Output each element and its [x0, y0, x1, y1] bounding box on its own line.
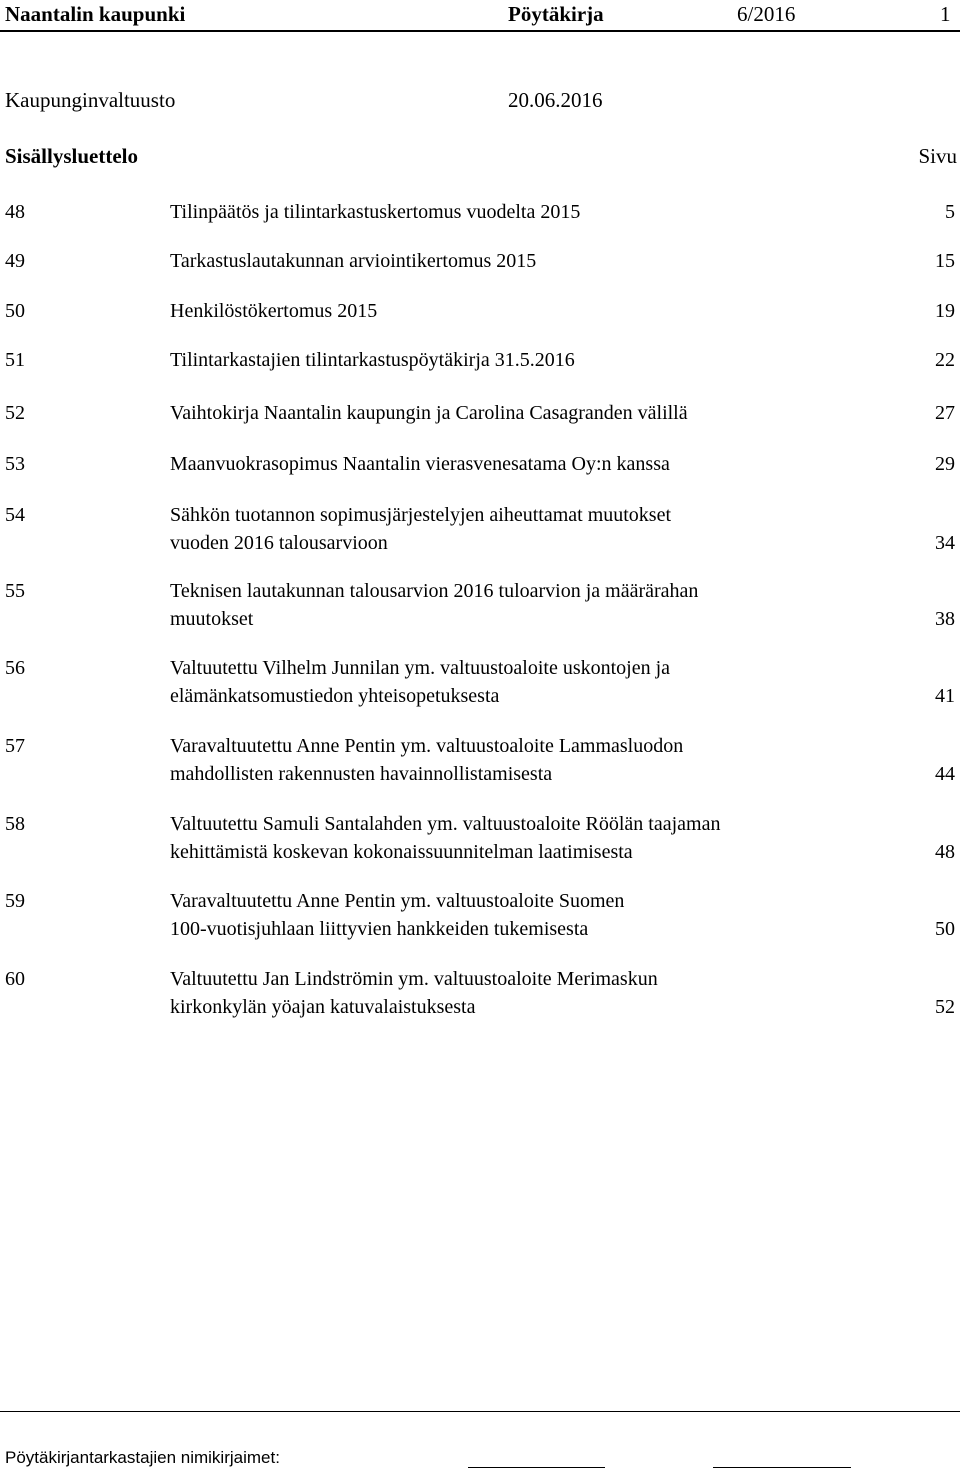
- meeting-date: 20.06.2016: [508, 88, 603, 112]
- toc-item-page: 44: [935, 763, 955, 785]
- toc-item-title: [170, 577, 870, 633]
- toc-item-title-line: Tilinpäätös ja tilintarkastuskertomus vuodelta 2015: [170, 201, 581, 223]
- toc-item-page: 41: [935, 685, 955, 707]
- signature-line: [468, 1467, 605, 1468]
- toc-item-title-line: mahdollisten rakennusten havainnollistamisesta: [170, 763, 553, 785]
- toc-item-page: 34: [935, 532, 955, 554]
- toc-item-title-line: Valtuutettu Vilhelm Junnilan ym. valtuustoaloite uskontojen ja: [170, 657, 671, 679]
- toc-item-title-line: Sähkön tuotannon sopimusjärjestelyjen aiheuttamat muutokset: [170, 504, 672, 526]
- toc-item-title: [170, 810, 870, 866]
- toc-item-page: 48: [935, 841, 955, 863]
- toc-item-page: 29: [935, 453, 955, 475]
- toc-item-number: 54: [5, 504, 25, 526]
- toc-item-title: [170, 450, 870, 478]
- toc-item-title: [170, 654, 870, 710]
- toc-item-title-line: Tilintarkastajien tilintarkastuspöytäkirja 31.5.2016: [170, 349, 575, 371]
- toc-item-number: 52: [5, 402, 25, 424]
- toc-item-number: 51: [5, 349, 25, 371]
- toc-item-number: 53: [5, 453, 25, 475]
- toc-item-page: 19: [935, 300, 955, 322]
- toc-item-title-line: 100-vuotisjuhlaan liittyvien hankkeiden tukemisesta: [170, 918, 589, 940]
- header-page-number: 1: [940, 2, 951, 26]
- toc-item-title-line: Varavaltuutettu Anne Pentin ym. valtuustoaloite Lammasluodon: [170, 735, 684, 757]
- toc-item-title-line: elämänkatsomustiedon yhteisopetuksesta: [170, 685, 500, 707]
- header-document-number: 6/2016: [737, 2, 796, 26]
- toc-item-title-line: Varavaltuutettu Anne Pentin ym. valtuustoaloite Suomen: [170, 890, 625, 912]
- toc-item-title-line: vuoden 2016 talousarvioon: [170, 532, 388, 554]
- header-city: Naantalin kaupunki: [5, 2, 186, 26]
- toc-item-number: 48: [5, 201, 25, 223]
- toc-item-number: 58: [5, 813, 25, 835]
- toc-item-title-line: Henkilöstökertomus 2015: [170, 300, 378, 322]
- meeting-body: Kaupunginvaltuusto: [5, 88, 176, 112]
- toc-item-title: [170, 247, 870, 275]
- toc-item-title: [170, 887, 870, 943]
- toc-item-title-line: kirkonkylän yöajan katuvalaistuksesta: [170, 996, 476, 1018]
- toc-item-title-line: muutokset: [170, 608, 254, 630]
- toc-item-number: 56: [5, 657, 25, 679]
- toc-item-page: 22: [935, 349, 955, 371]
- toc-item-number: 50: [5, 300, 25, 322]
- toc-item-title: [170, 346, 870, 374]
- toc-item-page: 50: [935, 918, 955, 940]
- toc-item-title-line: kehittämistä koskevan kokonaissuunnitelman laatimisesta: [170, 841, 633, 863]
- toc-item-title: [170, 399, 870, 427]
- toc-item-page: 5: [945, 201, 955, 223]
- toc-item-title-line: Valtuutettu Jan Lindströmin ym. valtuustoaloite Merimaskun: [170, 968, 658, 990]
- toc-item-title: [170, 198, 870, 226]
- header-document-type: Pöytäkirja: [508, 2, 604, 26]
- toc-item-title-line: Tarkastuslautakunnan arviointikertomus 2015: [170, 250, 537, 272]
- toc-item-page: 38: [935, 608, 955, 630]
- header-divider: [0, 30, 960, 32]
- toc-item-number: 49: [5, 250, 25, 272]
- signatures-label: Pöytäkirjantarkastajien nimikirjaimet:: [5, 1448, 280, 1467]
- toc-item-title-line: Teknisen lautakunnan talousarvion 2016 tuloarvion ja määrärahan: [170, 580, 699, 602]
- toc-item-page: 52: [935, 996, 955, 1018]
- toc-item-title: [170, 965, 870, 1021]
- toc-page-column-label: Sivu: [918, 144, 957, 168]
- toc-item-number: 57: [5, 735, 25, 757]
- toc-item-page: 27: [935, 402, 955, 424]
- toc-item-title: [170, 732, 870, 788]
- footer-divider: [0, 1411, 960, 1412]
- toc-item-title-line: Maanvuokrasopimus Naantalin vierasvenesatama Oy:n kanssa: [170, 453, 670, 475]
- signature-line: [713, 1467, 851, 1468]
- toc-item-title-line: Valtuutettu Samuli Santalahden ym. valtuustoaloite Röölän taajaman: [170, 813, 721, 835]
- toc-item-title: [170, 297, 870, 325]
- toc-item-title-line: Vaihtokirja Naantalin kaupungin ja Carolina Casagranden välillä: [170, 402, 688, 424]
- toc-item-page: 15: [935, 250, 955, 272]
- toc-item-title: [170, 501, 870, 557]
- toc-item-number: 55: [5, 580, 25, 602]
- toc-title: Sisällysluettelo: [5, 144, 139, 168]
- toc-item-number: 60: [5, 968, 25, 990]
- toc-item-number: 59: [5, 890, 25, 912]
